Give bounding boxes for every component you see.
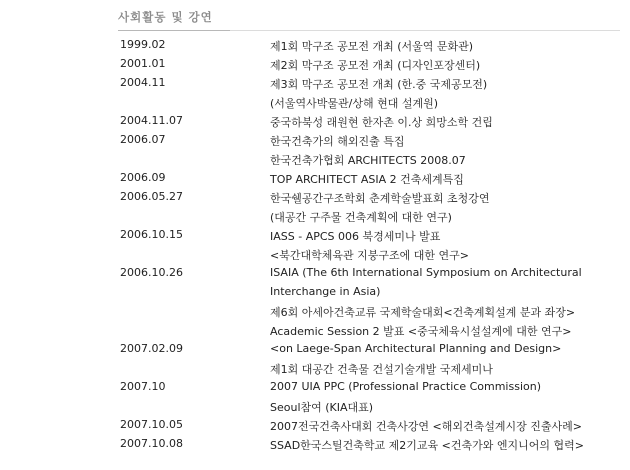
activity-row: [0, 378, 630, 397]
activity-date: 2007.10.05: [120, 418, 183, 431]
activity-date: 2007.10: [120, 380, 166, 393]
activity-description: 2007전국건축사대회 건축사강연 <해외건축설계시장 진출사례>: [270, 420, 582, 433]
activity-description: IASS - APCS 006 북경세미나 발표: [270, 230, 441, 243]
activity-row: [0, 302, 630, 321]
activity-row: [0, 36, 630, 55]
activity-description: (대공간 구주물 건축계획에 대한 연구): [270, 211, 452, 224]
activity-date: 2006.09: [120, 171, 166, 184]
activity-description: <on Laege-Span Architectural Planning and Design>: [270, 342, 562, 355]
activity-row: [0, 245, 630, 264]
activity-date: 2004.11: [120, 76, 166, 89]
title-divider-accent: [118, 30, 230, 31]
activity-row: [0, 55, 630, 74]
activity-date: 2006.10.15: [120, 228, 183, 241]
activity-date: 2001.01: [120, 57, 166, 70]
activity-list: [0, 36, 630, 454]
activity-row: [0, 150, 630, 169]
activity-row: [0, 283, 630, 302]
activity-description: ISAIA (The 6th International Symposium on Architectural: [270, 266, 582, 279]
activity-row: [0, 264, 630, 283]
activity-description: SSAD한국스틸건축학교 제2기교육 <건축가와 엔지니어의 협력>: [270, 439, 584, 452]
activity-row: [0, 416, 630, 435]
activity-row: [0, 131, 630, 150]
activity-row: [0, 188, 630, 207]
activity-description: (서울역사박물관/상해 현대 설계원): [270, 97, 439, 110]
activity-description: <북간대학체육관 지붕구조에 대한 연구>: [270, 249, 469, 262]
activity-row: [0, 321, 630, 340]
activity-description: 중국하북성 래원현 한자촌 이.상 희망소학 건립: [270, 116, 493, 129]
activity-date: 2007.02.09: [120, 342, 183, 355]
activity-description: Academic Session 2 발표 <중국체육시설설계에 대한 연구>: [270, 325, 572, 338]
activity-date: 2006.10.26: [120, 266, 183, 279]
activity-description: 제3회 막구조 공모전 개최 (한.중 국제공모전): [270, 78, 488, 91]
activity-description: 2007 UIA PPC (Professional Practice Commission): [270, 380, 541, 393]
activity-description: 한국쉘공간구조학회 춘계학술발표회 초청강연: [270, 192, 490, 205]
activity-date: 2006.05.27: [120, 190, 183, 203]
activity-description: 제6회 아세아건축교류 국제학술대회<건축계획설계 분과 좌장>: [270, 306, 576, 319]
activity-description: 한국건축가협회 ARCHITECTS 2008.07: [270, 154, 466, 167]
activity-description: Seoul참여 (KIA대표): [270, 401, 374, 414]
section-title: 사회활동 및 강연: [118, 10, 213, 24]
activity-row: [0, 74, 630, 93]
activity-date: 1999.02: [120, 38, 166, 51]
activity-date: 2004.11.07: [120, 114, 183, 127]
activity-description: TOP ARCHITECT ASIA 2 건축세계특집: [270, 173, 464, 186]
activity-row: [0, 340, 630, 359]
activity-description: 제2회 막구조 공모전 개최 (디자인포장센터): [270, 59, 481, 72]
activity-row: [0, 93, 630, 112]
activity-row: [0, 359, 630, 378]
activity-row: [0, 112, 630, 131]
activity-row: [0, 397, 630, 416]
activity-row: [0, 169, 630, 188]
activity-date: 2007.10.08: [120, 437, 183, 450]
activity-row: [0, 226, 630, 245]
activity-date: 2006.07: [120, 133, 166, 146]
activity-description: Interchange in Asia): [270, 285, 381, 298]
activity-row: [0, 207, 630, 226]
activity-description: 제1회 대공간 건축물 건설기술개발 국제세미나: [270, 363, 493, 376]
activity-row: [0, 435, 630, 454]
activity-description: 한국건축가의 해외진출 특집: [270, 135, 405, 148]
activity-description: 제1회 막구조 공모전 개최 (서울역 문화관): [270, 40, 474, 53]
